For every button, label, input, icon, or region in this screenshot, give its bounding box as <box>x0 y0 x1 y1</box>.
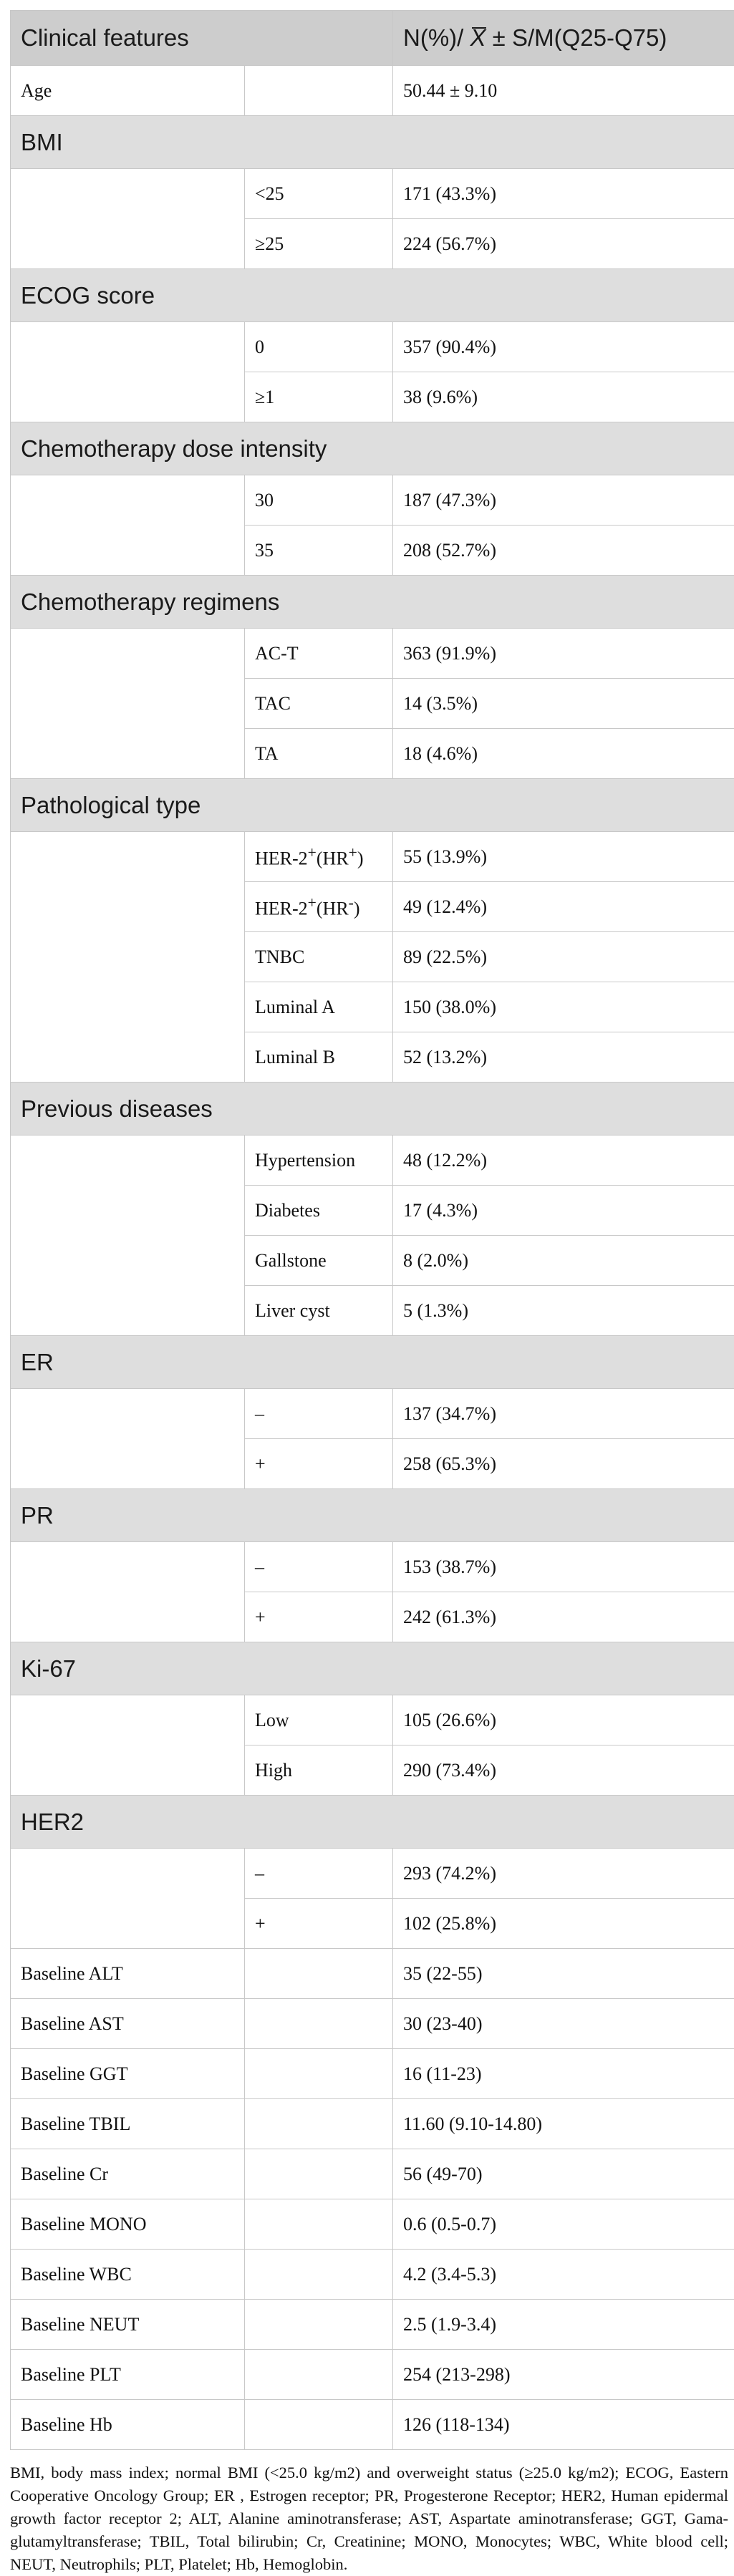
table-row <box>11 322 734 372</box>
table-row-baseline <box>11 2400 734 2450</box>
row-level: <25 <box>245 169 393 219</box>
row-value: 102 (25.8%) <box>393 1899 734 1949</box>
row-label: Baseline NEUT <box>11 2300 245 2350</box>
row-value: 49 (12.4%) <box>393 882 734 932</box>
table-footnote: BMI, body mass index; normal BMI (<25.0 kg/m2) and overweight status (≥25.0 kg/m2); ECOG, Eastern Cooperative Oncology Group; ER , Estrogen receptor; PR, Progesterone Receptor; HER2, Human epidermal growth factor receptor 2; ALT, Alanine aminotransferase; AST, Aspartate aminotransferase; GGT, Gama-glutamyltransferase; TBIL, Total bilirubin; Cr, Creatinine; MONO, Monocytes; WBC, White blood cell; NEUT, Neutrophils; PLT, Platelet; Hb, Hemoglobin. <box>10 2461 728 2576</box>
row-level: 30 <box>245 475 393 526</box>
row-level: Diabetes <box>245 1186 393 1236</box>
row-value: 55 (13.9%) <box>393 832 734 882</box>
row-level: TA <box>245 729 393 779</box>
row-value: 50.44 ± 9.10 <box>393 66 734 116</box>
row-label: Baseline MONO <box>11 2199 245 2250</box>
row-value: 150 (38.0%) <box>393 982 734 1032</box>
row-value: 17 (4.3%) <box>393 1186 734 1236</box>
table-row-baseline <box>11 2300 734 2350</box>
row-label: Baseline TBIL <box>11 2099 245 2149</box>
row-level: + <box>245 1592 393 1642</box>
row-value: 8 (2.0%) <box>393 1236 734 1286</box>
row-value: 293 (74.2%) <box>393 1849 734 1899</box>
row-level: Liver cyst <box>245 1286 393 1336</box>
clinical-features-table <box>10 10 734 2450</box>
row-level: – <box>245 1849 393 1899</box>
row-level: High <box>245 1745 393 1796</box>
row-level: Low <box>245 1695 393 1745</box>
table-row <box>11 169 734 219</box>
row-level: HER-2+(HR+) <box>245 832 393 882</box>
row-value: 4.2 (3.4-5.3) <box>393 2250 734 2300</box>
header-clinical-features: Clinical features <box>11 11 393 66</box>
row-label: Baseline AST <box>11 1999 245 2049</box>
x-bar-symbol: X <box>470 24 486 51</box>
row-level: + <box>245 1439 393 1489</box>
row-level: AC-T <box>245 629 393 679</box>
row-value: 38 (9.6%) <box>393 372 734 422</box>
table-row <box>11 1695 734 1745</box>
table-row-baseline <box>11 1949 734 1999</box>
table-row-age <box>11 66 734 116</box>
table-row-baseline <box>11 2049 734 2099</box>
table-header-row <box>11 11 734 66</box>
row-value: 290 (73.4%) <box>393 1745 734 1796</box>
row-value: 2.5 (1.9-3.4) <box>393 2300 734 2350</box>
row-level: Hypertension <box>245 1136 393 1186</box>
table-row-baseline <box>11 1999 734 2049</box>
row-value: 105 (26.6%) <box>393 1695 734 1745</box>
row-value: 224 (56.7%) <box>393 219 734 269</box>
category-previous-diseases: Previous diseases <box>11 1083 734 1136</box>
row-value: 242 (61.3%) <box>393 1592 734 1642</box>
row-value: 5 (1.3%) <box>393 1286 734 1336</box>
row-level: 35 <box>245 526 393 576</box>
row-label: Baseline Cr <box>11 2149 245 2199</box>
row-value: 126 (118-134) <box>393 2400 734 2450</box>
row-level: ≥25 <box>245 219 393 269</box>
table-row <box>11 1542 734 1592</box>
row-value: 0.6 (0.5-0.7) <box>393 2199 734 2250</box>
row-value: 35 (22-55) <box>393 1949 734 1999</box>
row-value: 137 (34.7%) <box>393 1389 734 1439</box>
row-value: 18 (4.6%) <box>393 729 734 779</box>
category-regimens: Chemotherapy regimens <box>11 576 734 629</box>
row-level: TNBC <box>245 932 393 982</box>
category-pathological-type: Pathological type <box>11 779 734 832</box>
row-value: 153 (38.7%) <box>393 1542 734 1592</box>
row-level: 0 <box>245 322 393 372</box>
table-row <box>11 1849 734 1899</box>
row-value: 258 (65.3%) <box>393 1439 734 1489</box>
table-row <box>11 832 734 882</box>
table-row-baseline <box>11 2350 734 2400</box>
table-row <box>11 1389 734 1439</box>
row-level: TAC <box>245 679 393 729</box>
row-value: 363 (91.9%) <box>393 629 734 679</box>
row-level: Gallstone <box>245 1236 393 1286</box>
category-pr: PR <box>11 1489 734 1542</box>
category-ecog: ECOG score <box>11 269 734 322</box>
row-level: + <box>245 1899 393 1949</box>
category-er: ER <box>11 1336 734 1389</box>
row-label: Baseline ALT <box>11 1949 245 1999</box>
row-level: ≥1 <box>245 372 393 422</box>
row-level: Luminal A <box>245 982 393 1032</box>
row-value: 357 (90.4%) <box>393 322 734 372</box>
row-label: Baseline Hb <box>11 2400 245 2450</box>
table-row-baseline <box>11 2149 734 2199</box>
row-value: 171 (43.3%) <box>393 169 734 219</box>
row-value: 30 (23-40) <box>393 1999 734 2049</box>
row-value: 208 (52.7%) <box>393 526 734 576</box>
row-value: 52 (13.2%) <box>393 1032 734 1083</box>
table-row-baseline <box>11 2099 734 2149</box>
table-row <box>11 475 734 526</box>
row-value: 11.60 (9.10-14.80) <box>393 2099 734 2149</box>
row-level: HER-2+(HR-) <box>245 882 393 932</box>
row-value: 89 (22.5%) <box>393 932 734 982</box>
table-row <box>11 1136 734 1186</box>
row-level: – <box>245 1542 393 1592</box>
row-value: 14 (3.5%) <box>393 679 734 729</box>
category-dose-intensity: Chemotherapy dose intensity <box>11 422 734 475</box>
row-label: Baseline GGT <box>11 2049 245 2099</box>
row-label: Baseline WBC <box>11 2250 245 2300</box>
table-row-baseline <box>11 2199 734 2250</box>
row-value: 254 (213-298) <box>393 2350 734 2400</box>
category-her2: HER2 <box>11 1796 734 1849</box>
category-bmi: BMI <box>11 116 734 169</box>
row-level: Luminal B <box>245 1032 393 1083</box>
row-value: 187 (47.3%) <box>393 475 734 526</box>
row-label: Baseline PLT <box>11 2350 245 2400</box>
row-label: Age <box>11 66 245 116</box>
table-row-baseline <box>11 2250 734 2300</box>
row-value: 48 (12.2%) <box>393 1136 734 1186</box>
row-level: – <box>245 1389 393 1439</box>
row-value: 56 (49-70) <box>393 2149 734 2199</box>
category-ki67: Ki-67 <box>11 1642 734 1695</box>
header-statistic: N(%)/ X ± S/M(Q25-Q75) <box>393 11 734 66</box>
table-row <box>11 629 734 679</box>
row-value: 16 (11-23) <box>393 2049 734 2099</box>
